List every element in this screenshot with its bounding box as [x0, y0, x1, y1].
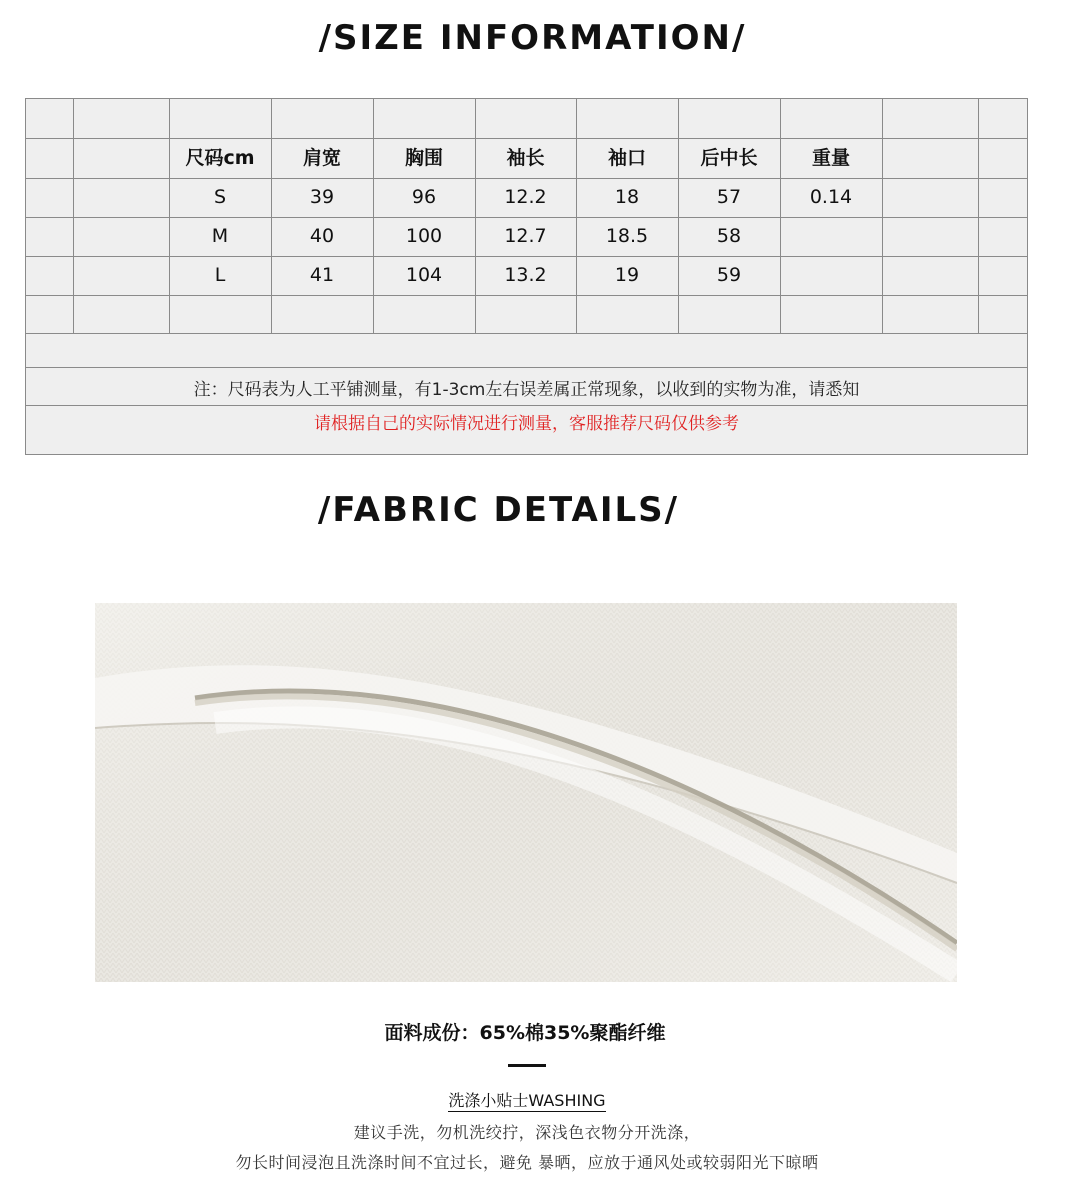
table-cell: 0.14	[809, 186, 853, 208]
header-weight: 重量	[811, 147, 850, 169]
fabric-details-title: /FABRIC DETAILS/	[317, 490, 680, 530]
header-sleeve-length: 袖长	[506, 147, 545, 169]
fabric-composition: 面料成份：65%棉35%聚酯纤维	[384, 1022, 666, 1044]
table-cell: 100	[405, 225, 443, 247]
table-cell: S	[213, 186, 227, 208]
table-cell	[780, 256, 882, 295]
header-back-length: 后中长	[700, 147, 758, 169]
table-cell: 19	[614, 264, 640, 286]
header-chest: 胸围	[404, 147, 443, 169]
table-cell: 13.2	[504, 264, 547, 286]
table-cell: 39	[309, 186, 335, 208]
fabric-photo	[95, 603, 957, 982]
table-cell: 12.2	[504, 186, 547, 208]
washing-instruction-2: 勿长时间浸泡且洗涤时间不宜过长，避免 暴晒，应放于通风处或较弱阳光下晾晒	[235, 1153, 819, 1172]
white-knit-fabric-photo-icon	[95, 603, 957, 982]
table-cell: 59	[716, 264, 742, 286]
table-cell: 104	[405, 264, 443, 286]
size-table-note: 注：尺码表为人工平铺测量，有1-3cm左右误差属正常现象，以收到的实物为准，请悉知	[193, 380, 860, 400]
table-cell	[780, 217, 882, 256]
washing-title	[0, 1088, 1054, 1111]
table-cell: 18	[614, 186, 640, 208]
table-cell: 57	[716, 186, 742, 208]
table-cell: 96	[411, 186, 437, 208]
table-cell: 18.5	[605, 225, 649, 247]
size-table	[25, 98, 1028, 455]
table-cell: 40	[309, 225, 335, 247]
table-cell: 12.7	[504, 225, 547, 247]
divider	[508, 1064, 546, 1067]
table-cell: L	[214, 264, 226, 286]
size-table-note-red: 请根据自己的实际情况进行测量，客服推荐尺码仅供参考	[314, 414, 739, 434]
table-cell: 58	[716, 225, 742, 247]
header-shoulder: 肩宽	[302, 147, 341, 169]
washing-title-text: 洗涤小贴士WASHING	[448, 1091, 606, 1110]
header-size: 尺码cm	[185, 147, 255, 169]
table-cell: 41	[309, 264, 335, 286]
header-cuff: 袖口	[607, 147, 646, 169]
washing-instruction-1: 建议手洗，勿机洗绞拧，深浅色衣物分开洗涤，	[353, 1123, 701, 1142]
table-cell: M	[211, 225, 229, 247]
size-information-title: /SIZE INFORMATION/	[318, 18, 747, 58]
